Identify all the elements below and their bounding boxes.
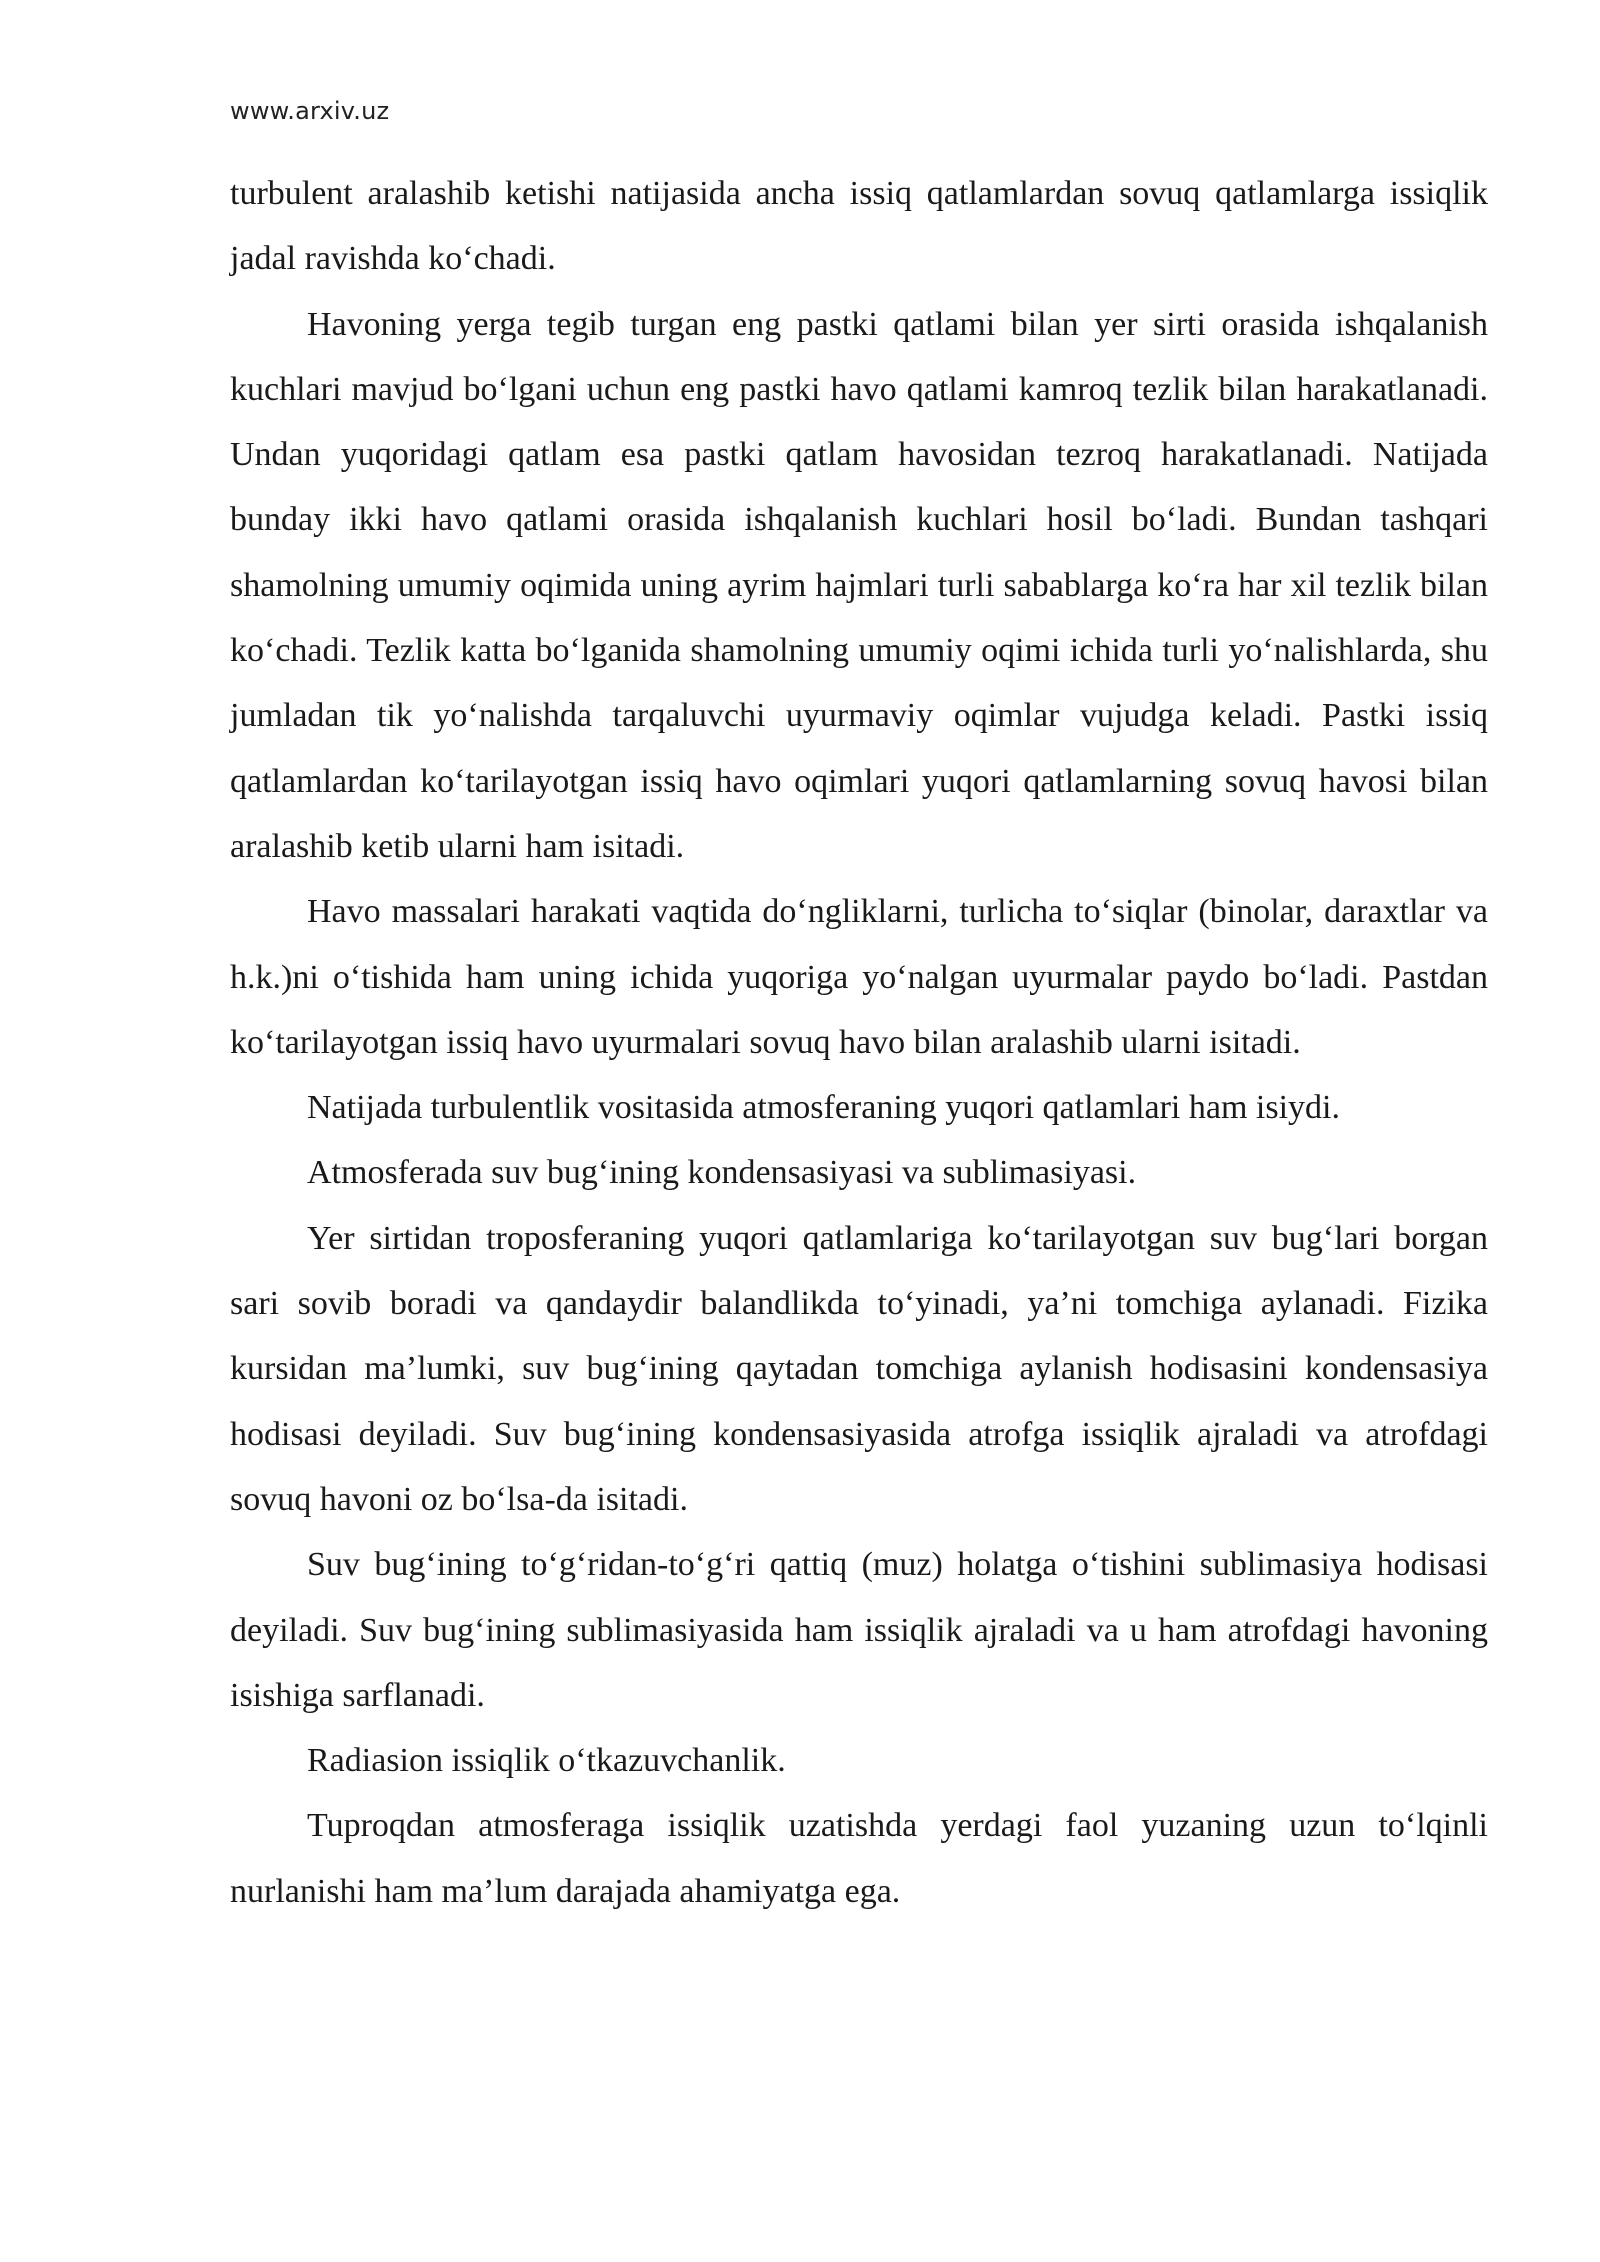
paragraph: Yer sirtidan troposferaning yuqori qatlamlariga ko‘tarilayotgan suv bug‘lari borgan sari sovib boradi va qandaydir balandlikda to‘yinadi, ya’ni tomchiga aylanadi. Fizika kursidan ma’lumki, suv bug‘ining qaytadan tomchiga aylanish hodisasini kondensasiya hodisasi deyiladi. Suv bug‘ining kondensasiyasida atrofga issiqlik ajraladi va atrofdagi sovuq havoni oz bo‘lsa-da isitadi. — [230, 1219, 1488, 1518]
page-body — [230, 161, 1488, 1924]
section-heading: Radiasion issiqlik o‘tkazuvchanlik. — [307, 1742, 786, 1780]
header-url: www.arxiv.uz — [230, 97, 390, 125]
paragraph: Havoning yerga tegib turgan eng pastki qatlami bilan yer sirti orasida ishqalanish kuchlari mavjud bo‘lgani uchun eng pastki havo qatlami kamroq tezlik bilan harakatlanadi. Undan yuqoridagi qatlam esa pastki qatlam havosidan tezroq harakatlanadi. Natijada bunday ikki havo qatlami orasida ishqalanish kuchlari hosil bo‘ladi. Bundan tashqari shamolning umumiy oqimida uning ayrim hajmlari turli sabablarga ko‘ra har xil tezlik bilan ko‘chadi. Tezlik katta bo‘lganida shamolning umumiy oqimi ichida turli yo‘nalishlarda, shu jumladan tik yo‘nalishda tarqaluvchi uyurmaviy oqimlar vujudga keladi. Pastki issiq qatlamlardan ko‘tarilayotgan issiq havo oqimlari yuqori qatlamlarning sovuq havosi bilan aralashib ketib ularni ham isitadi. — [230, 305, 1488, 865]
paragraph: Tuproqdan atmosferaga issiqlik uzatishda yerdagi faol yuzaning uzun to‘lqinli nurlanishi ham ma’lum darajada ahamiyatga ega. — [230, 1807, 1488, 1910]
paragraph-continued: turbulent aralashib ketishi natijasida ancha issiq qatlamlardan sovuq qatlamlarga issiqlik jadal ravishda ko‘chadi. — [230, 175, 1488, 278]
paragraph: Suv bug‘ining to‘g‘ridan-to‘g‘ri qattiq (muz) holatga o‘tishini sublimasiya hodisasi deyiladi. Suv bug‘ining sublimasiyasida ham issiqlik ajraladi va u ham atrofdagi havoning isishiga sarflanadi. — [230, 1546, 1488, 1714]
section-heading: Atmosferada suv bug‘ining kondensasiyasi va sublimasiyasi. — [307, 1154, 1137, 1192]
paragraph: Havo massalari harakati vaqtida do‘ngliklarni, turlicha to‘siqlar (binolar, daraxtlar va h.k.)ni o‘tishida ham uning ichida yuqoriga yo‘nalgan uyurmalar paydo bo‘ladi. Pastdan ko‘tarilayotgan issiq havo uyurmalari sovuq havo bilan aralashib ularni isitadi. — [230, 893, 1488, 1061]
paragraph: Natijada turbulentlik vositasida atmosferaning yuqori qatlamlari ham isiydi. — [307, 1089, 1340, 1127]
